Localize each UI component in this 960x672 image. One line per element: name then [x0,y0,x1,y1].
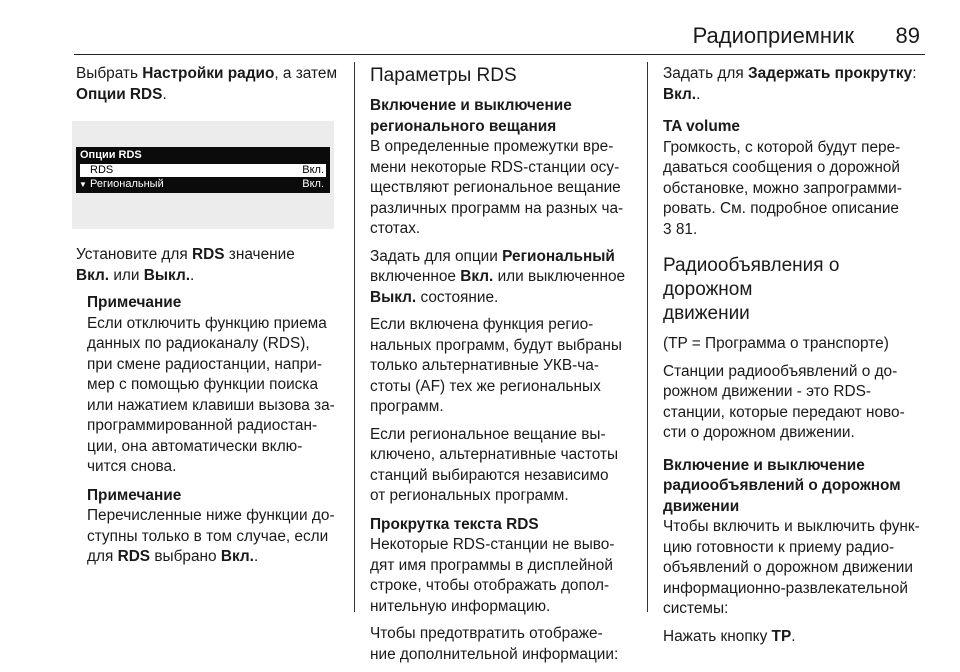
line: строке, чтобы отображать допол- [370,577,610,594]
subheading-traffic-toggle [663,456,925,518]
paragraph [370,425,632,507]
rds-options-screen-image [72,121,334,229]
line: ние дополнительной информации: [370,645,619,663]
line: стотах. [370,220,421,237]
note-text [87,314,344,478]
line: Чтобы предотвратить отображе- [370,625,603,642]
line: Чтобы включить и выключить функ- [663,518,920,535]
paragraph [663,627,925,648]
value-on: Вкл. [76,266,110,284]
text: значение [224,246,295,263]
line: ществляют региональное вещание [370,179,621,196]
column-divider-2 [647,62,648,612]
line: станции, которые передают ново- [663,403,905,421]
value-off: Выкл. [143,266,190,284]
text: Задать для [663,65,748,82]
instruction-select-settings [76,64,344,105]
screen-row-regional [80,178,326,191]
line: радиообъявлений о дорожном [663,477,901,494]
note-heading: Примечание [87,294,182,311]
text: включенное [370,268,461,285]
line: программированной радиостан- [87,417,318,434]
value-on: Вкл. [220,548,254,565]
screen-row-value: Вкл. [302,178,324,190]
line: движении [663,303,750,324]
line: различных программ на разных ча- [370,199,624,217]
line: Некоторые RDS-станции не выво- [370,536,615,553]
line: нительную информацию. [370,597,551,615]
note-heading: Примечание [87,486,182,504]
option-rds: RDS [192,246,225,263]
line: нальных программ, будут выбраны [370,336,622,354]
line: при смене радиостанции, напри- [87,355,323,373]
text: , а затем [274,65,338,82]
line: цию готовности к приему радио- [663,538,895,556]
column-divider-1 [354,62,355,612]
line: системы: [663,600,729,617]
note-text [87,506,344,568]
screen-row-label: RDS [90,164,114,176]
line: ровать. См. подробное описание [663,200,899,217]
line: мер с помощью функции поиска [87,376,319,393]
text: Задать для опции [370,247,503,265]
line: Перечисленные ниже функции до- [87,507,335,524]
paragraph [370,624,632,665]
line: Радиообъявления о дорожном [663,255,840,300]
text: Установите для [76,246,192,263]
section-heading-rds-params: Параметры RDS [370,65,517,86]
paragraph [663,362,925,444]
line: дят имя программы в дисплейной [370,556,613,574]
text: : [912,65,917,82]
paragraph: (TP = Программа о транспорте) [663,335,889,352]
text: для [87,548,118,565]
line: или нажатием клавиши вызова за- [87,396,335,414]
arrow-down-icon: ▼ [79,180,87,189]
screen-row-label: Региональный [90,178,164,190]
value-off: Выкл. [370,288,417,306]
line: программ. [370,398,444,415]
option-rds: RDS [117,548,151,565]
button-name-tp: TP [771,627,792,645]
line: от региональных программ. [370,487,569,504]
text: . [791,627,796,645]
line: ции, она автоматически вклю- [87,437,303,455]
line: даваться сообщения о дорожной [663,159,900,176]
line: данных по радиоканалу (RDS), [87,335,310,352]
paragraph [663,138,925,241]
line: Если отключить функцию приема [87,314,327,332]
paragraph [663,517,925,620]
subheading-regional [370,96,632,137]
line: только альтернативные УКВ-ча- [370,357,599,374]
line: рожном движении - это RDS- [663,383,871,400]
line: В определенные промежутки вре- [370,138,614,155]
line: объявлений о дорожном движении [663,559,913,576]
line: ступны только в том случае, если [87,527,329,545]
line: Включение и выключение [663,456,865,474]
line: движении [663,497,740,515]
subheading-ta-volume: TA volume [663,118,740,135]
note-1 [87,293,344,568]
line: стоты (AF) тех же региональных [370,377,601,395]
text: выбрано [150,548,221,565]
paragraph [370,137,632,240]
page-number: 89 [895,23,920,48]
line: Если включена функция регио- [370,316,594,333]
column-3 [663,64,925,654]
text: Выбрать [76,65,143,82]
value-on: Вкл. [663,85,697,103]
column-2 [370,64,632,672]
text: или [109,266,144,284]
line: регионального вещания [370,117,557,135]
paragraph [370,535,632,617]
text: . [162,85,167,103]
section-heading-traffic [663,254,925,326]
line: обстановке, можно запрограмми- [663,179,902,197]
line: мени некоторые RDS-станции осу- [370,158,620,176]
subheading-rds-scroll: Прокрутка текста RDS [370,515,539,533]
instruction-set-rds [76,245,344,286]
paragraph [663,64,925,105]
line: ключено, альтернативные частоты [370,446,619,463]
option-regional: Региональный [502,247,615,265]
line: станций выбираются независимо [370,466,609,484]
text: Нажать кнопку [663,627,772,645]
value-on: Вкл. [460,268,494,285]
text: . [253,548,259,565]
screen-row-rds [80,164,326,177]
paragraph [370,315,632,418]
page-reference-link[interactable]: 3 81. [663,220,698,238]
text: состояние. [416,288,499,306]
menu-name-radio-settings: Настройки радио [142,65,275,82]
line: Станции радиообъявлений о до- [663,362,898,380]
line: чится снова. [87,458,177,475]
line: Громкость, с которой будут пере- [663,138,901,156]
column-1 [76,64,344,575]
line: информационно-развлекательной [663,579,908,597]
text: или выключенное [493,268,626,285]
paragraph [370,247,632,309]
menu-name-rds-options: Опции RDS [76,85,163,103]
header-rule [74,54,925,55]
option-scroll-delay: Задержать прокрутку [747,65,913,82]
screen-title: Опции RDS [80,149,142,161]
line: Включение и выключение [370,97,572,114]
screen-row-value: Вкл. [302,164,324,176]
line: сти о дорожном движении. [663,424,855,441]
line: Если региональное вещание вы- [370,425,606,443]
text: . [696,85,701,103]
page-header-title: Радиоприемник [692,23,854,48]
text: . [190,266,195,284]
